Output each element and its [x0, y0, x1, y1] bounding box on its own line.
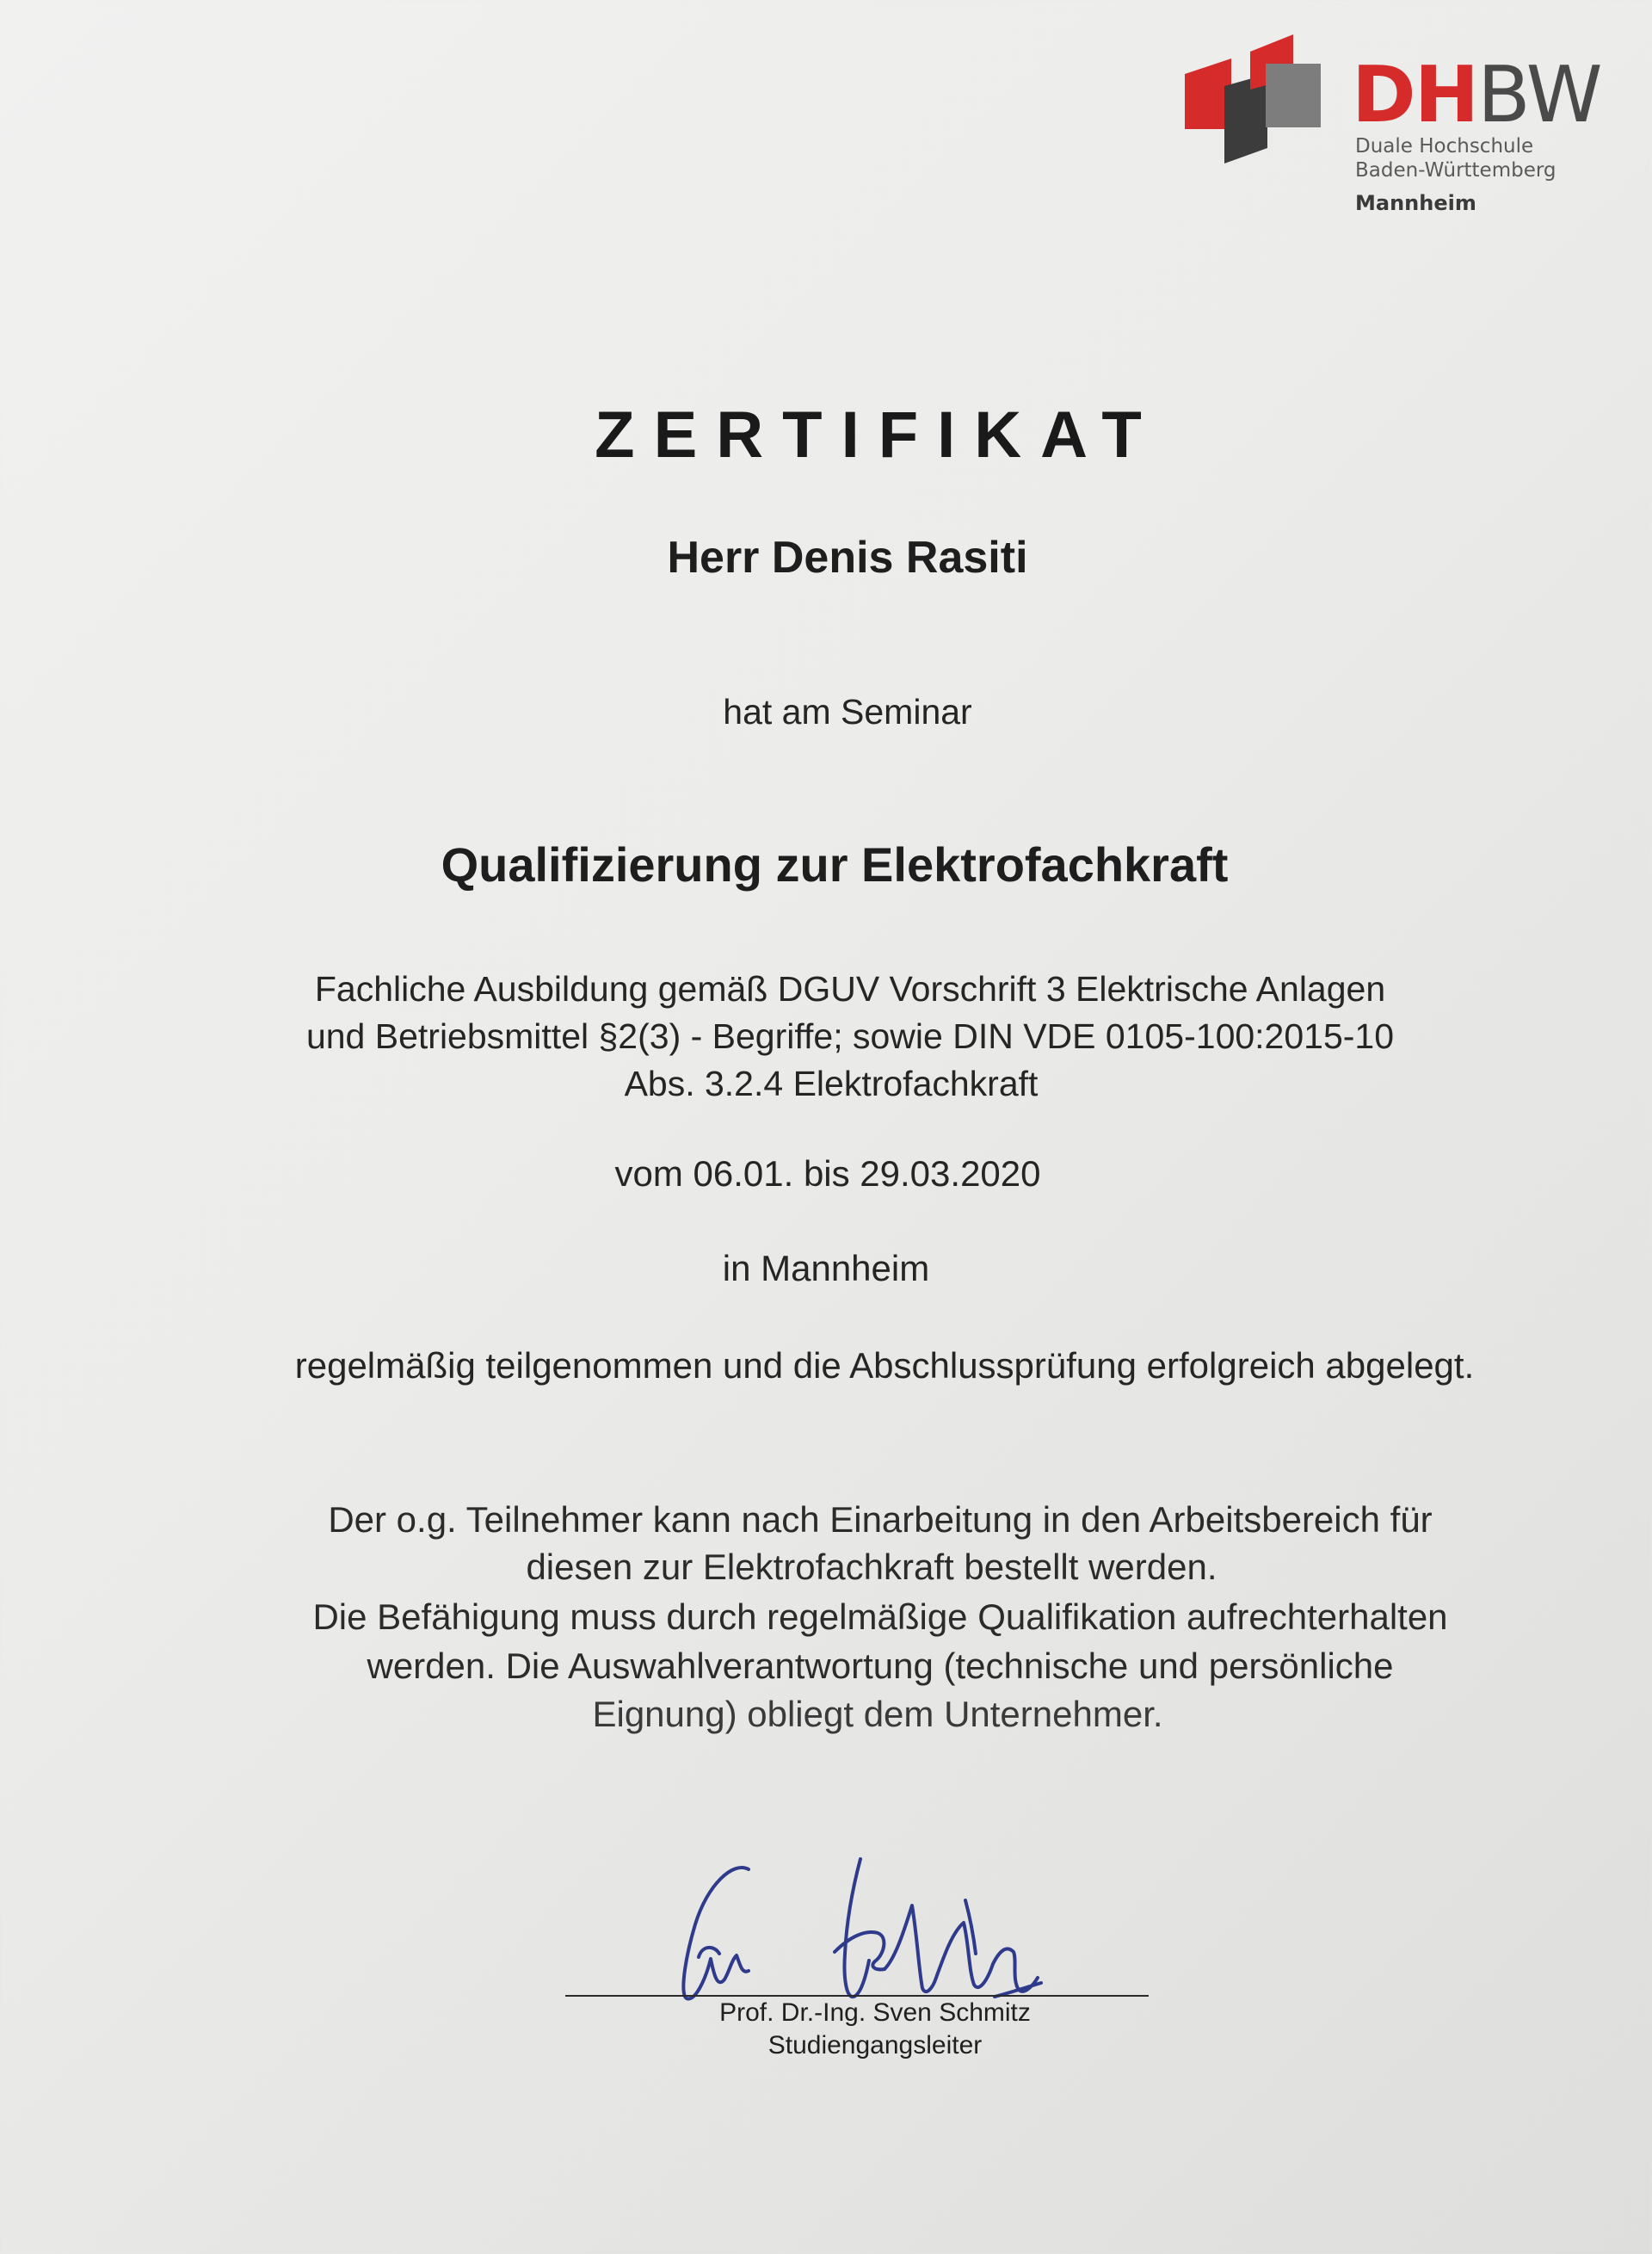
recipient-name: Herr Denis Rasiti	[667, 533, 1028, 583]
signer-role: Studiengangsleiter	[767, 2031, 983, 2059]
dhbw-logo	[1183, 33, 1613, 231]
description-line: und Betriebsmittel §2(3) - Begriffe; sowie DIN VDE 0105-100:2015-10	[305, 1016, 1395, 1056]
logo-subtitle-1: Duale Hochschule	[1355, 135, 1534, 157]
description-line: Abs. 3.2.4 Elektrofachkraft	[624, 1064, 1039, 1103]
logo-campus: Mannheim	[1355, 191, 1476, 215]
course-location: in Mannheim	[722, 1248, 930, 1288]
note-line: Die Befähigung muss durch regelmäßige Qualifikation aufrechterhalten	[312, 1596, 1448, 1637]
note-line: diesen zur Elektrofachkraft bestellt werden.	[526, 1547, 1217, 1587]
signer-name: Prof. Dr.-Ing. Sven Schmitz	[719, 1998, 1031, 2027]
course-dates: vom 06.01. bis 29.03.2020	[614, 1153, 1041, 1194]
logo-wordmark: DHBW	[1352, 50, 1601, 140]
handwritten-signature	[663, 1850, 1076, 2022]
description-line: Fachliche Ausbildung gemäß DGUV Vorschrift 3 Elektrische Anlagen	[314, 969, 1386, 1009]
note-line: werden. Die Auswahlverantwortung (technische und persönliche	[367, 1646, 1394, 1686]
note-line: Der o.g. Teilnehmer kann nach Einarbeitung in den Arbeitsbereich für	[328, 1499, 1433, 1540]
signature-line	[565, 1995, 1149, 1997]
intro-text: hat am Seminar	[723, 692, 972, 732]
dhbw-logo-mark-icon	[1183, 33, 1355, 170]
completion-statement: regelmäßig teilgenommen und die Abschlussprüfung erfolgreich abgelegt.	[294, 1345, 1475, 1386]
logo-subtitle-2: Baden-Württemberg	[1355, 159, 1556, 182]
course-title: Qualifizierung zur Elektrofachkraft	[441, 837, 1229, 892]
note-line: Eignung) obliegt dem Unternehmer.	[592, 1694, 1163, 1734]
certificate-title: ZERTIFIKAT	[595, 398, 1161, 472]
